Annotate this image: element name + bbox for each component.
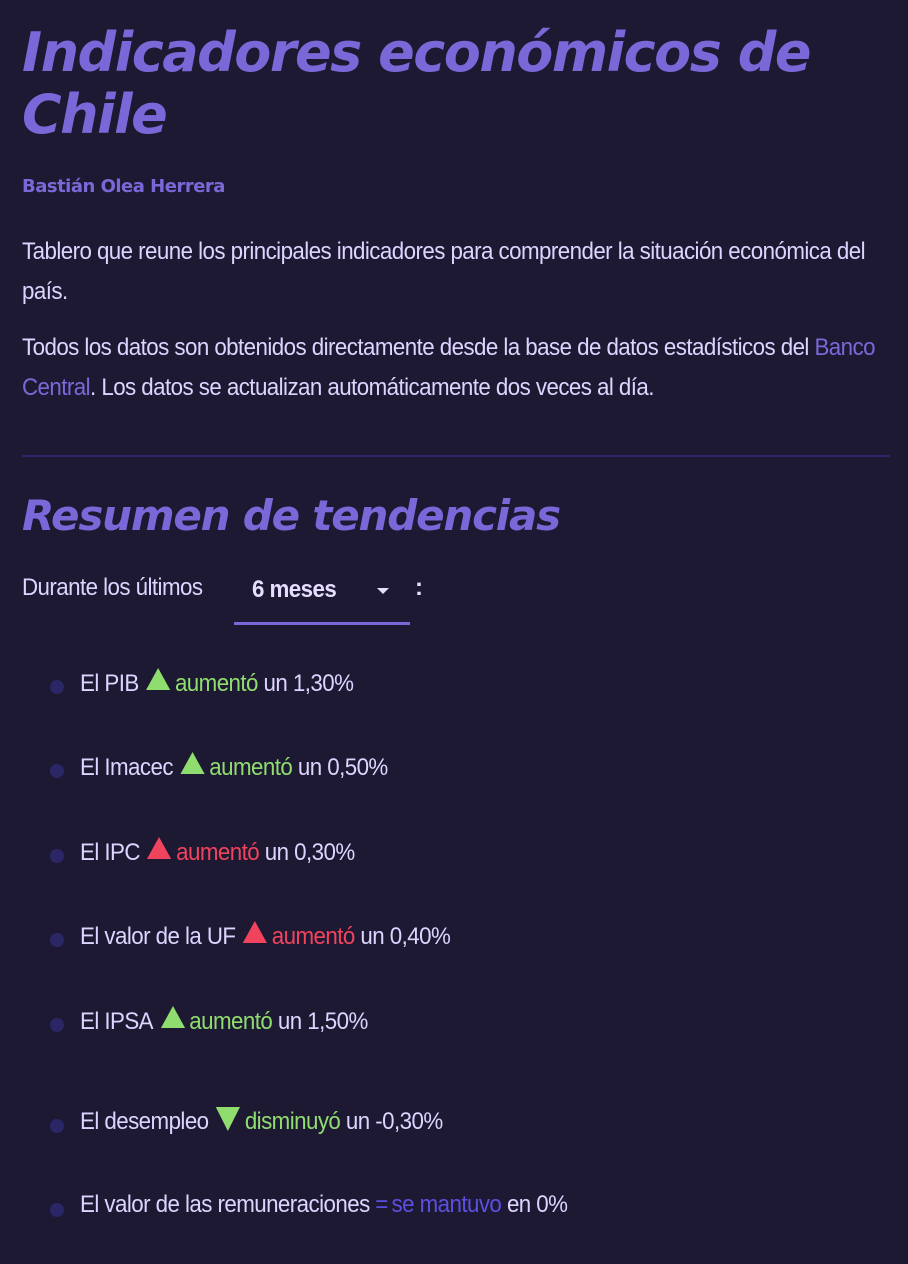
period-selector-row [22, 568, 622, 628]
trend-text [80, 1107, 443, 1136]
trend-indicator-name: El valor de las remuneraciones [80, 1191, 370, 1218]
trend-indicator-name: El IPSA [80, 1008, 154, 1035]
trend-connector: un [345, 1108, 370, 1135]
trend-indicator-name: El IPC [80, 839, 140, 866]
triangle-up-icon [147, 837, 171, 859]
trend-item [22, 1103, 882, 1143]
trend-value: 1,50% [307, 1008, 368, 1035]
trend-value: 0,30% [294, 839, 355, 866]
section-title: Resumen de tendencias [22, 491, 560, 540]
bullet-icon [50, 1203, 64, 1217]
trend-connector: en [506, 1191, 531, 1218]
triangle-up-icon [160, 1006, 184, 1028]
trend-indicator-name: El valor de la UF [80, 923, 236, 950]
period-label: Durante los últimos [22, 574, 203, 601]
page-title: Indicadores económicos de Chile [22, 21, 810, 146]
banco-central-link[interactable]: Banco Central [22, 334, 875, 401]
trend-direction: aumentó [271, 923, 355, 950]
triangle-down-icon [216, 1107, 240, 1131]
trend-item [22, 664, 882, 704]
trend-direction: aumentó [209, 754, 293, 781]
trend-indicator-name: El PIB [80, 670, 139, 697]
trend-item [22, 833, 882, 873]
trend-indicator-name: El desempleo [80, 1108, 209, 1135]
trend-direction: aumentó [174, 670, 258, 697]
trend-connector: un [264, 839, 289, 866]
trend-direction: aumentó [189, 1008, 273, 1035]
trend-item [22, 1187, 882, 1227]
trend-direction: disminuyó [244, 1108, 341, 1135]
trend-text [80, 921, 450, 951]
trend-item [22, 1002, 882, 1042]
intro-paragraph: Tablero que reune los principales indicadores para comprender la situación económica del país. [22, 238, 865, 305]
section-divider [22, 455, 890, 457]
author-name: Bastián Olea Herrera [22, 176, 225, 197]
trend-direction: se mantuvo [391, 1191, 502, 1218]
trend-value: 0,40% [389, 923, 451, 950]
bullet-icon [50, 1119, 64, 1133]
trend-value: 0,50% [327, 754, 388, 781]
trend-indicator-name: El Imacec [80, 754, 173, 781]
trend-direction: aumentó [176, 839, 260, 866]
trend-text [80, 752, 388, 782]
triangle-up-icon [180, 752, 204, 774]
trend-value: -0,30% [375, 1108, 443, 1135]
triangle-up-icon [243, 921, 267, 943]
trend-text [80, 837, 355, 867]
bullet-icon [50, 680, 64, 694]
equals-icon: = [375, 1191, 388, 1218]
trend-connector: un [277, 1008, 302, 1035]
trend-connector: un [360, 923, 385, 950]
caret-down-icon [377, 588, 389, 594]
trend-item [22, 917, 882, 957]
intro-source-text: Todos los datos son obtenidos directamente desde la base de datos estadísticos del [22, 334, 815, 361]
period-dropdown[interactable] [234, 568, 410, 625]
trend-text [80, 1006, 368, 1036]
bullet-icon [50, 849, 64, 863]
bullet-icon [50, 1018, 64, 1032]
period-colon: : [415, 574, 423, 601]
period-dropdown-value: 6 meses [252, 576, 337, 603]
trend-item [22, 748, 882, 788]
trend-value: 0% [536, 1191, 568, 1218]
trend-text [80, 1191, 567, 1219]
trend-connector: un [297, 754, 322, 781]
trend-value: 1,30% [292, 670, 354, 697]
bullet-icon [50, 764, 64, 778]
trend-text [80, 668, 353, 698]
intro-paragraph-source [22, 328, 887, 408]
triangle-up-icon [146, 668, 170, 690]
trend-connector: un [263, 670, 288, 697]
bullet-icon [50, 933, 64, 947]
intro-update-text: . Los datos se actualizan automáticamente dos veces al día. [90, 374, 654, 401]
